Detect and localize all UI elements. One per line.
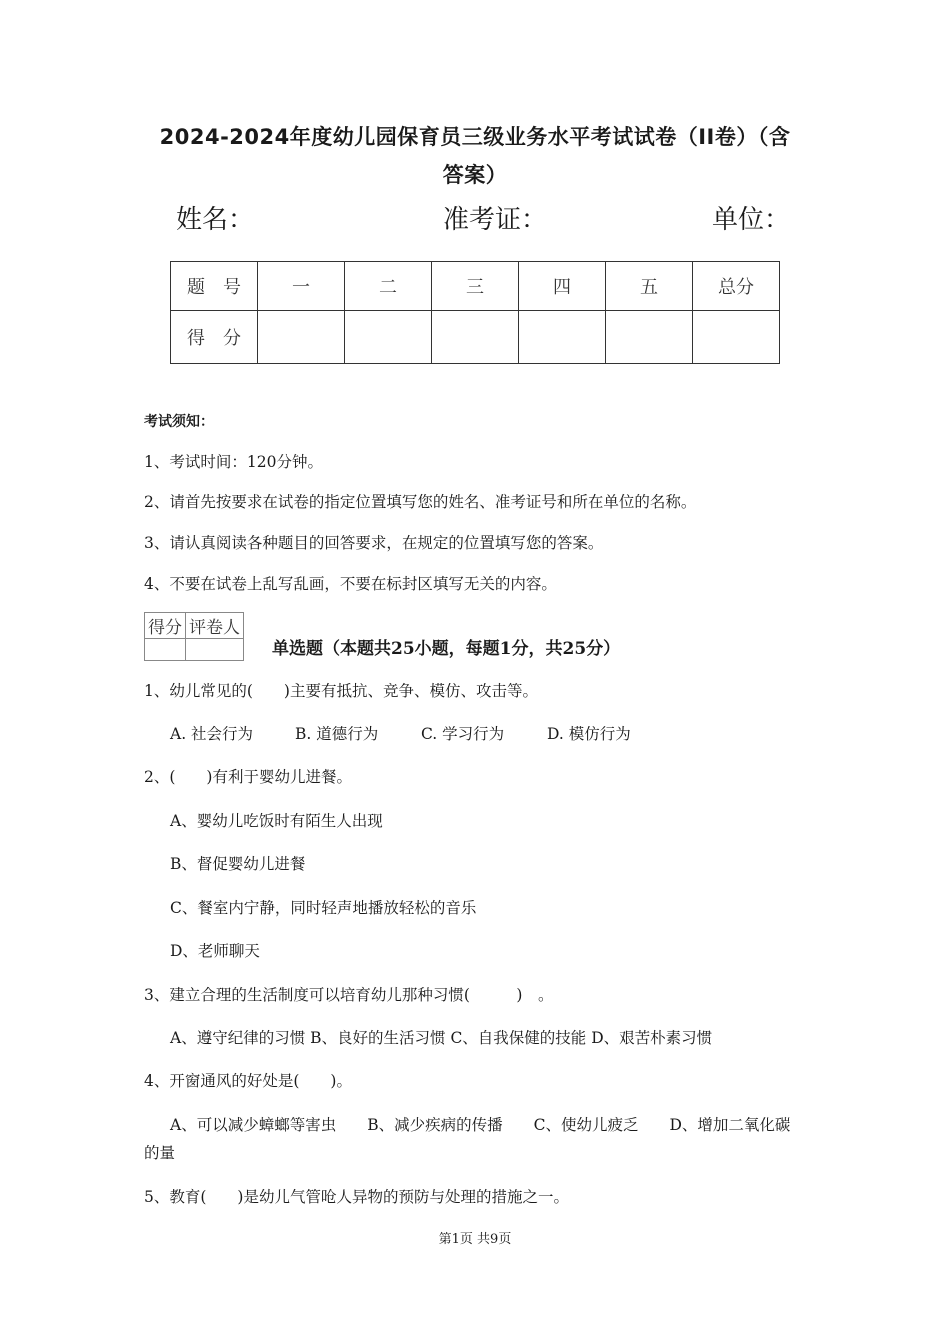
q2-option-c[interactable]: C、餐室内宁静，同时轻声地播放轻松的音乐 <box>170 899 477 917</box>
question-4-options[interactable]: A、可以减少蟑螂等害虫 B、减少疾病的传播 C、使幼儿疲乏 D、增加二氧化碳 <box>170 1116 791 1134</box>
score-cell-1[interactable] <box>258 311 345 364</box>
score-header-4: 四 <box>519 262 606 311</box>
question-3-options[interactable]: A、遵守纪律的习惯 B、良好的生活习惯 C、自我保健的技能 D、艰苦朴素习惯 <box>170 1029 713 1047</box>
question-4-options-wrap: 的量 <box>144 1144 176 1162</box>
note-item-1: 1、考试时间：120分钟。 <box>144 453 323 471</box>
score-table-header-row <box>171 262 780 311</box>
score-cell-3[interactable] <box>432 311 519 364</box>
grader-box <box>144 612 244 661</box>
score-header-total: 总分 <box>693 262 780 311</box>
grader-score-label: 得分 <box>145 613 186 639</box>
page-footer: 第1页 共9页 <box>438 1232 512 1247</box>
question-2-stem: 2、( )有利于婴幼儿进餐。 <box>144 768 352 786</box>
score-row-label: 得 分 <box>171 311 258 364</box>
question-4-stem: 4、开窗通风的好处是( )。 <box>144 1072 352 1090</box>
q1-option-b[interactable]: B. 道德行为 <box>295 725 379 743</box>
q1-option-c[interactable]: C. 学习行为 <box>421 725 505 743</box>
score-cell-total[interactable] <box>693 311 780 364</box>
title-line-2: 答案） <box>442 163 508 187</box>
exam-title <box>120 118 830 194</box>
score-cell-2[interactable] <box>345 311 432 364</box>
note-item-3: 3、请认真阅读各种题目的回答要求，在规定的位置填写您的答案。 <box>144 534 604 552</box>
score-table <box>170 261 780 364</box>
note-item-4: 4、不要在试卷上乱写乱画，不要在标封区填写无关的内容。 <box>144 575 557 593</box>
q2-option-b[interactable]: B、督促婴幼儿进餐 <box>170 855 306 873</box>
name-label: 姓名： <box>176 205 255 235</box>
grader-reviewer-label: 评卷人 <box>186 613 244 639</box>
note-item-2: 2、请首先按要求在试卷的指定位置填写您的姓名、准考证号和所在单位的名称。 <box>144 493 697 511</box>
score-cell-4[interactable] <box>519 311 606 364</box>
question-1-stem: 1、幼儿常见的( )主要有抵抗、竞争、模仿、攻击等。 <box>144 682 538 700</box>
q1-option-a[interactable]: A. 社会行为 <box>170 725 254 743</box>
score-header-2: 二 <box>345 262 432 311</box>
question-5-stem: 5、教育( )是幼儿气管呛人异物的预防与处理的措施之一。 <box>144 1188 569 1206</box>
title-line-1: 2024-2024年度幼儿园保育员三级业务水平考试试卷（II卷）（含 <box>159 125 791 149</box>
q2-option-d[interactable]: D、老师聊天 <box>170 942 260 960</box>
question-3-stem: 3、建立合理的生活制度可以培育幼儿那种习惯( ) 。 <box>144 986 554 1004</box>
grader-reviewer-cell[interactable] <box>186 639 244 661</box>
notes-heading: 考试须知： <box>144 414 214 430</box>
score-cell-5[interactable] <box>606 311 693 364</box>
unit-label: 单位： <box>712 205 791 235</box>
exam-number-label: 准考证： <box>443 205 548 235</box>
score-header-1: 一 <box>258 262 345 311</box>
score-header-5: 五 <box>606 262 693 311</box>
q1-option-d[interactable]: D. 模仿行为 <box>547 725 631 743</box>
score-header-label: 题 号 <box>171 262 258 311</box>
score-table-score-row <box>171 311 780 364</box>
score-header-3: 三 <box>432 262 519 311</box>
section-title: 单选题（本题共25小题，每题1分，共25分） <box>272 639 621 659</box>
grader-score-cell[interactable] <box>145 639 186 661</box>
q2-option-a[interactable]: A、婴幼儿吃饭时有陌生人出现 <box>170 812 383 830</box>
question-1-options <box>170 723 631 745</box>
